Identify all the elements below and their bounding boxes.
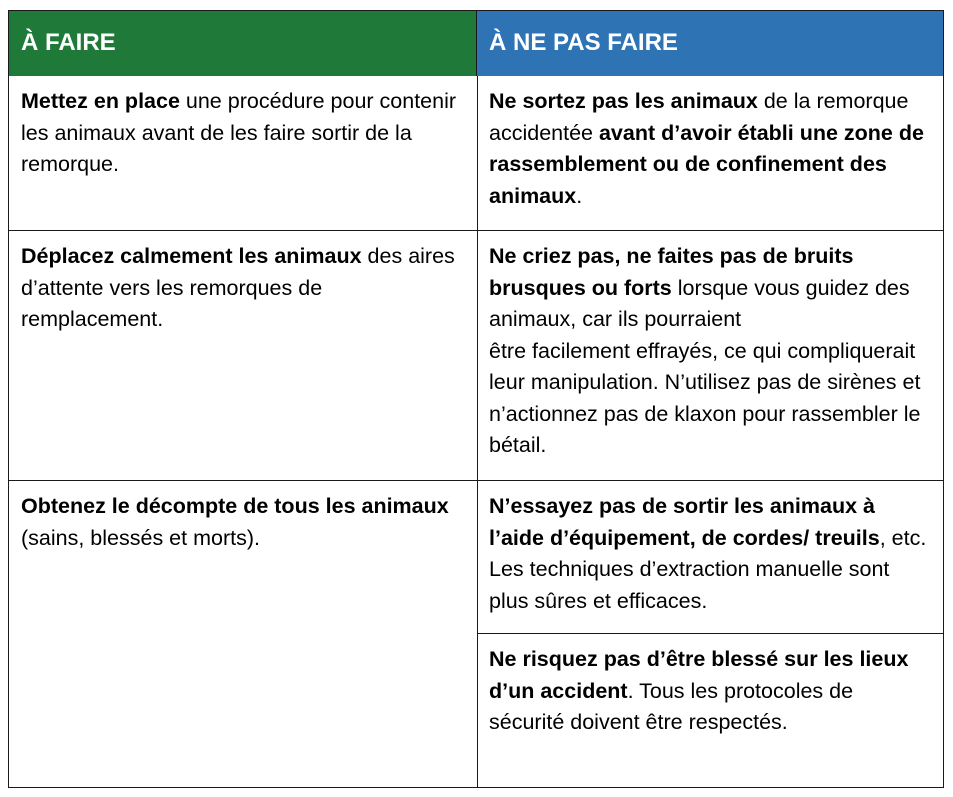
cell-do-3-bold: Obtenez le décompte de tous les animaux (21, 494, 449, 518)
cell-dont-3a-bold: N’essayez pas de sortir les animaux à l’aide d’équipement, de cordes/ treuils (489, 494, 880, 550)
cell-dont-2-text-1: lorsque vous guidez des animaux, car ils pourraient (489, 275, 910, 331)
cell-do-2-bold: Déplacez calmement les animaux (21, 244, 362, 268)
header-do: À FAIRE (9, 11, 477, 76)
cell-do-3-text: (sains, blessés et morts). (21, 525, 260, 550)
cell-dont-1 (477, 76, 943, 230)
cell-dont-3a-text: , etc. Les techniques d’extraction manuelle sont plus sûres et efficaces. (489, 525, 927, 613)
cell-dont-1-text-2: . (576, 183, 583, 208)
cell-do-1-bold: Mettez en place (21, 89, 180, 113)
do-dont-table (8, 10, 944, 788)
cell-do-2-text: des aires d’attente vers les remorques de remplacement. (21, 244, 455, 331)
header-dont: À NE PAS FAIRE (477, 11, 943, 76)
cell-dont-1-text-1: de la remorque accidentée (489, 89, 909, 145)
cell-dont-3b (477, 634, 943, 787)
cell-dont-2-text-2: être facilement effrayés, ce qui compliquerait leur manipulation. N’utilisez pas de sirènes et n’actionnez pas de klaxon pour rassembler le bétail. (489, 338, 921, 457)
cell-dont-3a (477, 481, 943, 633)
cell-do-3 (9, 481, 477, 787)
cell-dont-3b-bold: Ne risquez pas d’être blessé sur les lieux d’un accident (489, 647, 909, 703)
cell-do-1 (9, 76, 477, 230)
cell-do-2 (9, 231, 477, 480)
cell-dont-2-bold: Ne criez pas, ne faites pas de bruits brusques ou forts (489, 244, 854, 300)
cell-dont-3b-text: . Tous les protocoles de sécurité doivent être respectés. (489, 678, 854, 734)
cell-dont-1-bold-2: avant d’avoir établi une zone de rassemblement ou de confinement des animaux (489, 120, 924, 208)
cell-dont-2 (477, 231, 943, 480)
cell-dont-1-bold-1: Ne sortez pas les animaux (489, 89, 758, 113)
cell-do-1-text: une procédure pour contenir les animaux avant de les faire sortir de la remorque. (21, 89, 457, 176)
